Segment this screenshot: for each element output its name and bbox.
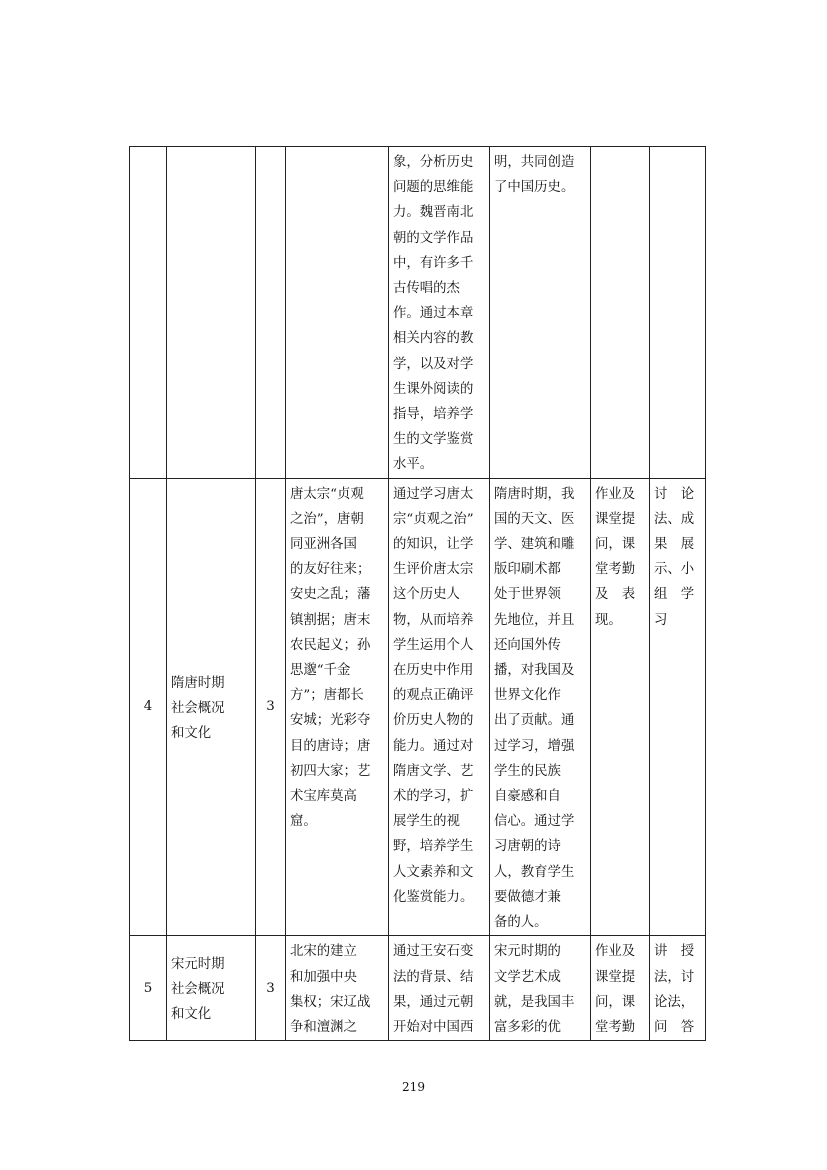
teaching-method-cell xyxy=(650,147,706,479)
ability-objective-cell: 通过王安石变 法的背景、结 果，通过元朝 开始对中国西 xyxy=(389,936,490,1041)
ability-objective-cell: 通过学习唐太 宗“贞观之治” 的知识，让学 生评价唐太宗 这个历史人 物，从而培养 学生运用个人 在历史中作用 的观点正确评 价历史人物的 能力。通过对 隋唐文学、艺 术的学习，扩 展学生的视 野，培养学生 人文素养和文 化鉴赏能力。 xyxy=(389,478,490,936)
ideology-objective-cell: 隋唐时期，我 国的天文、医 学、建筑和雕 版印刷术都 处于世界领 先地位，并且 还向国外传 播，对我国及 世界文化作 出了贡献。通 过学习，增强 学生的民族 自豪感和自 信心。通过学 习唐朝的诗 人，教育学生 要做德才兼 备的人。 xyxy=(490,478,591,936)
hours-cell: 3 xyxy=(256,478,286,936)
assessment-cell: 作业及 课堂提 问，课 堂考勤 及 表 现。 xyxy=(591,478,650,936)
ability-objective-cell: 象，分析历史 问题的思维能 力。魏晋南北 朝的文学作品 中，有许多千 古传唱的杰 作。通过本章 相关内容的教 学，以及对学 生课外阅读的 指导，培养学 生的文学鉴赏 水平。 xyxy=(389,147,490,479)
page-number: 219 xyxy=(402,1080,425,1094)
ideology-objective-cell: 明，共同创造 了中国历史。 xyxy=(490,147,591,479)
content-cell: 北宋的建立 和加强中央 集权；宋辽战 争和澶渊之 xyxy=(286,936,389,1041)
chapter-number-cell xyxy=(130,147,167,479)
chapter-number-cell: 4 xyxy=(130,478,167,936)
chapter-name-cell: 隋唐时期 社会概况 和文化 xyxy=(167,478,256,936)
ideology-objective-cell: 宋元时期的 文学艺术成 就，是我国丰 富多彩的优 xyxy=(490,936,591,1041)
chapter-name-cell: 宋元时期 社会概况 和文化 xyxy=(167,936,256,1041)
teaching-method-cell: 讨 论 法、成 果 展 示、小 组 学 习 xyxy=(650,478,706,936)
table-row xyxy=(130,147,706,479)
assessment-cell: 作业及 课堂提 问，课 堂考勤 xyxy=(591,936,650,1041)
content-cell xyxy=(286,147,389,479)
table-row xyxy=(130,478,706,936)
table-row xyxy=(130,936,706,1041)
hours-cell: 3 xyxy=(256,936,286,1041)
hours-cell xyxy=(256,147,286,479)
chapter-number-cell: 5 xyxy=(130,936,167,1041)
assessment-cell xyxy=(591,147,650,479)
content-cell: 唐太宗“贞观 之治”，唐朝 同亚洲各国 的友好往来； 安史之乱；藩 镇割据；唐末 农民起义；孙 思邈“千金 方”；唐都长 安城；光彩夺 目的唐诗；唐 初四大家；艺 术宝库莫高 窟。 xyxy=(286,478,389,936)
course-syllabus-table xyxy=(129,146,706,1041)
teaching-method-cell: 讲 授 法，讨 论法， 问 答 xyxy=(650,936,706,1041)
chapter-name-cell xyxy=(167,147,256,479)
